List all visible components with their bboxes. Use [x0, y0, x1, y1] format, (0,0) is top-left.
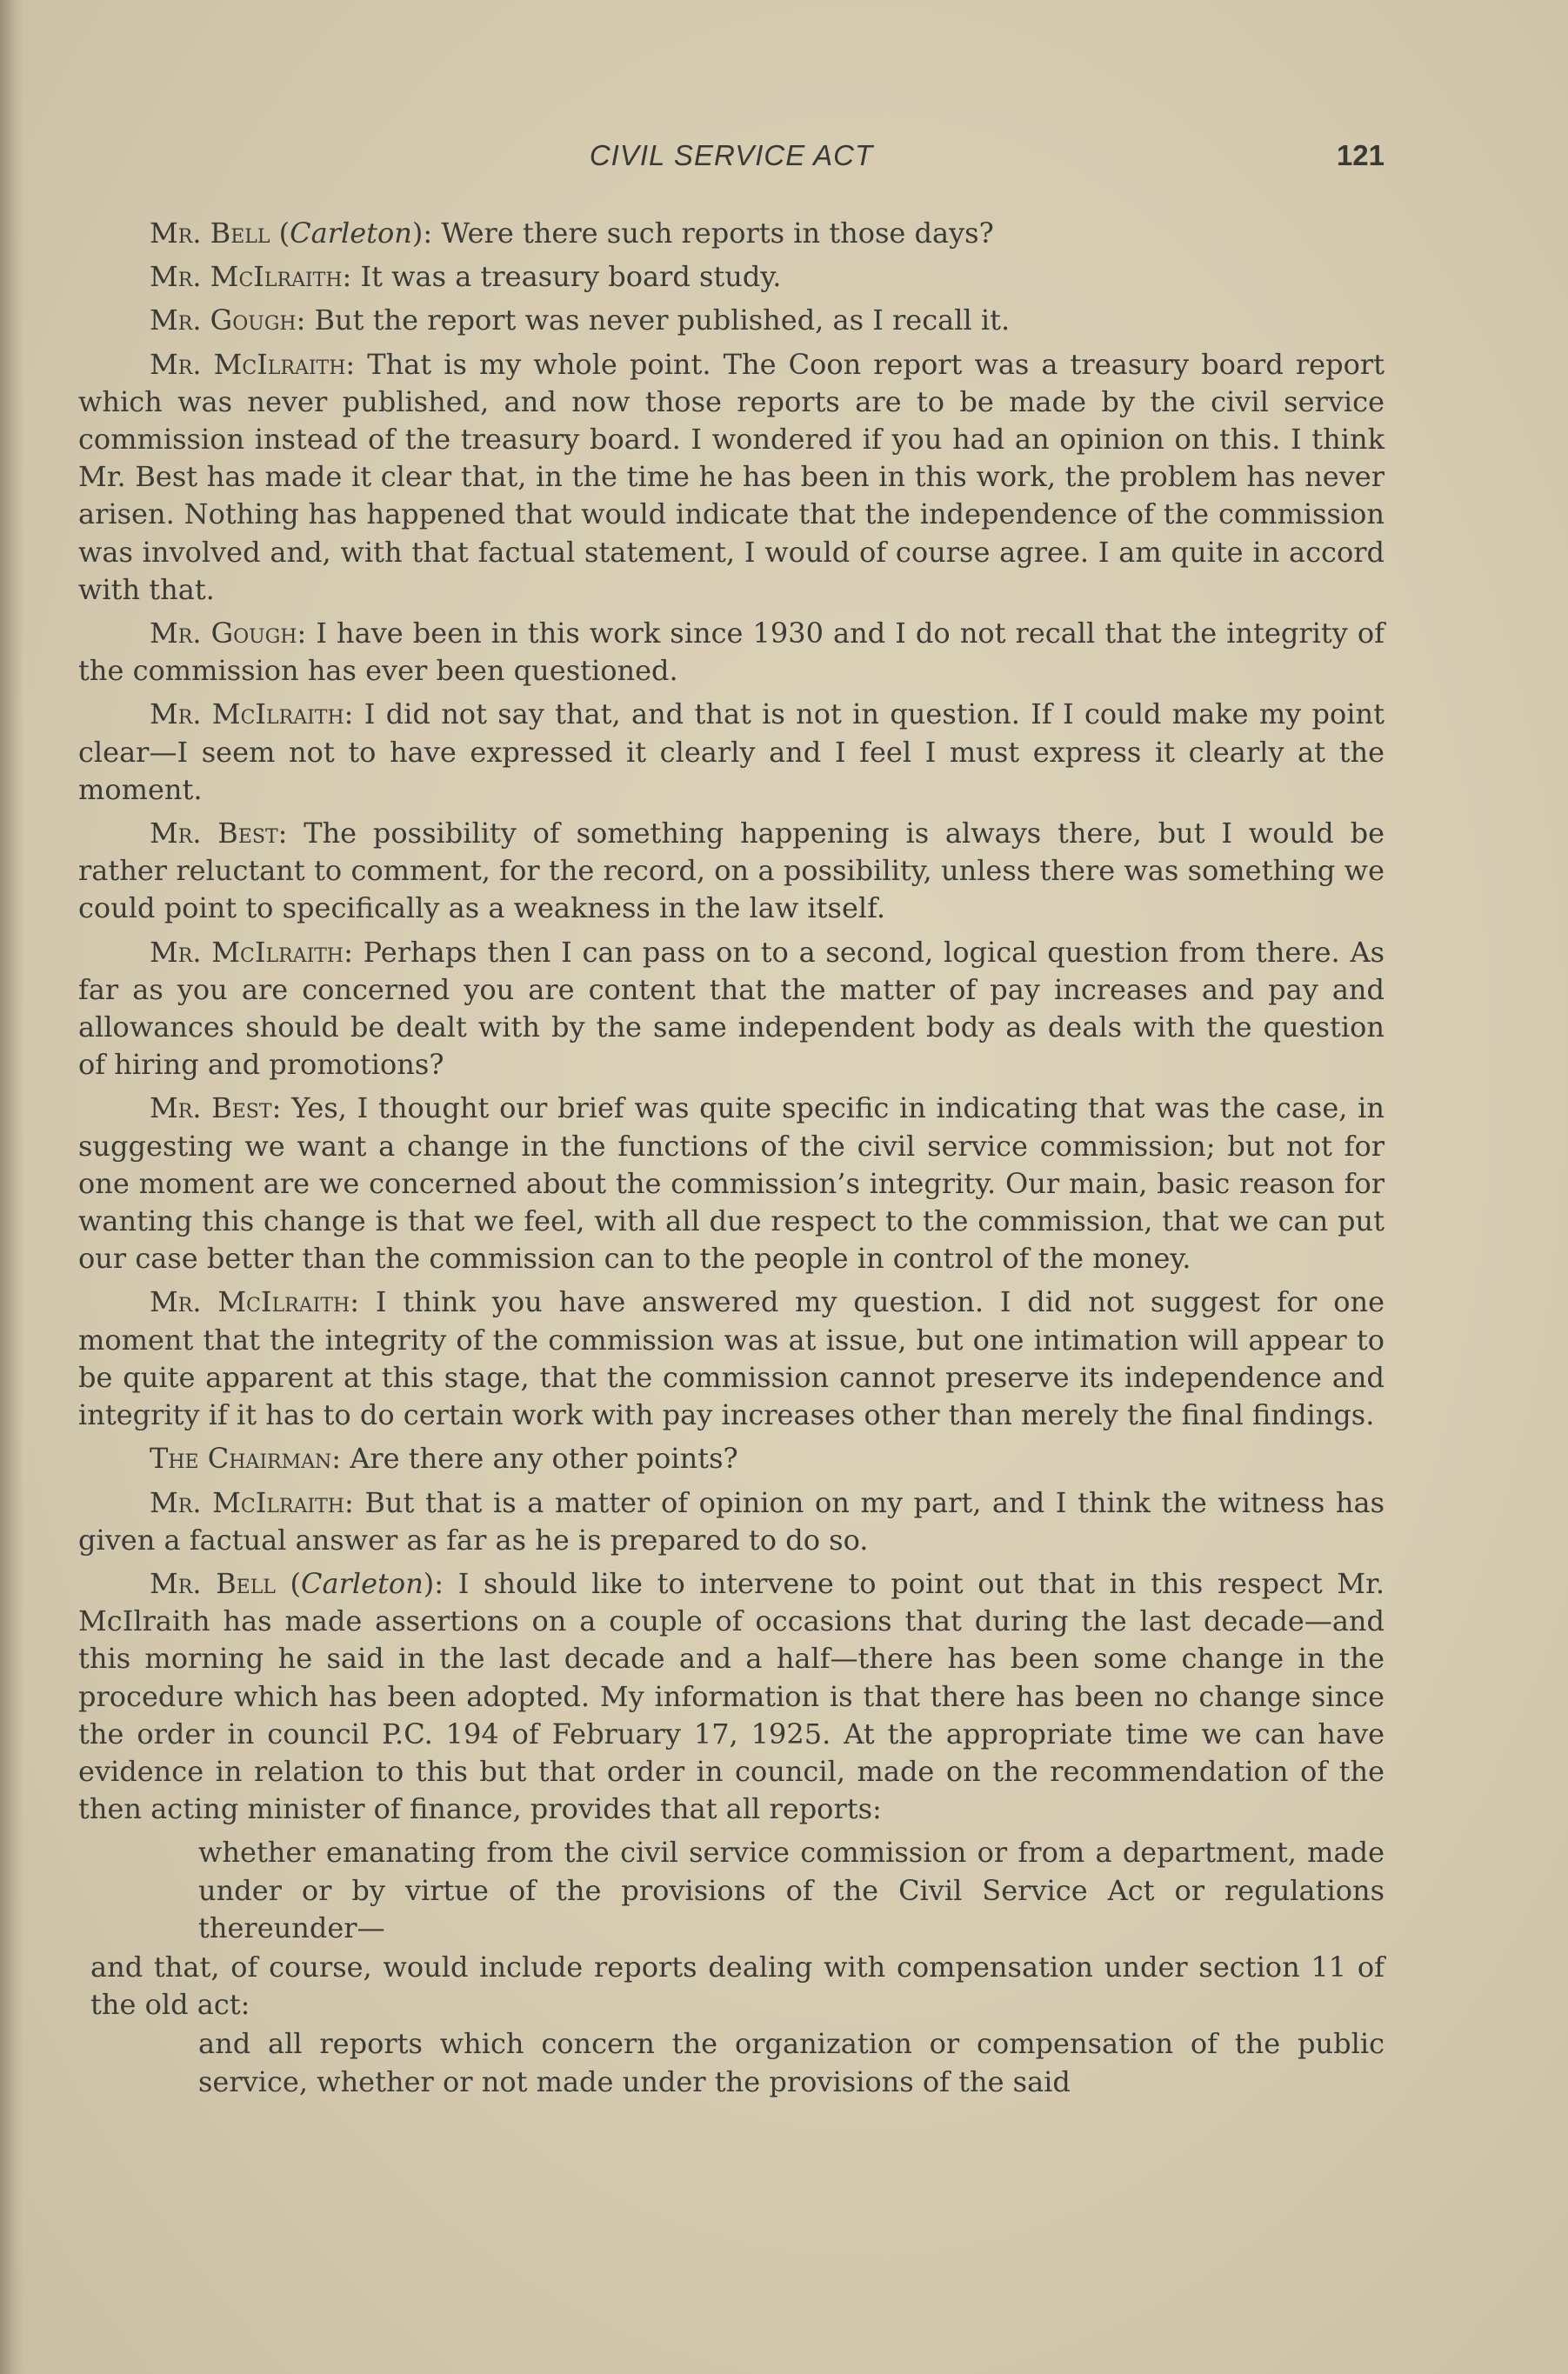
block-quote-2: and all reports which concern the organization or compensation of the public service, whether or not made under the provisions of the said: [198, 2027, 1385, 2098]
speaker: Mr. McIlraith: [150, 935, 344, 969]
speaker: Mr. Gough: [150, 617, 297, 650]
speech-text: Are there any other points?: [350, 1442, 738, 1476]
speaker: Mr. McIlraith: [150, 697, 344, 731]
riding: Carleton: [301, 1566, 424, 1600]
speaker: Mr. Best: [150, 817, 278, 850]
paragraph-11: The Chairman: Are there any other points?: [150, 1442, 738, 1476]
speech-text: I should like to intervene to point out that in this respect Mr. McIlraith has made assertions on a couple of occasions that during the last decade—and this morning he said in the last decade and a half—there has been some change in the procedure which has been adopted. My information is that there has been no change since the order in council P.C. 194 of February 17, 1925. At the appropriate time we can have evidence in relation to this but that order in council, made on the recommendation of the then acting minister of finance, provides that all reports:: [78, 1566, 1385, 1826]
paragraph-4: Mr. McIlraith: That is my whole point. The Coon report was a treasury board report which was never published, and now those reports are to be made by the civil service commission instead of the treasury board. I wondered if you had an opinion on this. I think Mr. Best has made it clear that, in the time he has been in this work, the problem has never arisen. Nothing has happened that would indicate that the independence of the commission was involved and, with that factual statement, I would of course agree. I am quite in accord with that.: [78, 347, 1385, 606]
speaker: Mr. McIlraith: [150, 1485, 344, 1519]
paragraph-8: Mr. McIlraith: Perhaps then I can pass on to a second, logical question from there. As far as you are concerned you are content that the matter of pay increases and pay and allowances should be dealt with by the same independent body as deals with the question of hiring and promotions?: [78, 935, 1385, 1082]
speech-text: I think you have answered my question. I did not suggest for one moment that the integrity of the commission was at issue, but one intimation will appear to be quite apparent at this stage, that the commission cannot preserve its independence and integrity if it has to do certain work with pay increases other than merely the final findings.: [78, 1285, 1385, 1432]
paragraph-3: Mr. Gough: But the report was never published, as I recall it.: [150, 303, 1011, 337]
speaker: Mr. Bell: [150, 217, 270, 250]
running-title: CIVIL SERVICE ACT: [589, 139, 874, 171]
paragraph-10: Mr. McIlraith: I think you have answered my question. I did not suggest for one moment that the integrity of the commission was at issue, but one intimation will appear to be quite apparent at this stage, that the commission cannot preserve its independence and integrity if it has to do certain work with pay increases other than merely the final findings.: [78, 1285, 1385, 1432]
speaker: Mr. Gough: [150, 303, 297, 337]
speaker: Mr. McIlraith: [150, 1285, 350, 1319]
speech-text: But the report was never published, as I recall it.: [314, 303, 1011, 337]
paragraph-9: Mr. Best: Yes, I thought our brief was quite specific in indicating that was the case, in suggesting we want a change in the functions of the civil service commission; but not for one moment are we concerned about the commission’s integrity. Our main, basic reason for wanting this change is that we feel, with all due respect to the commission, that we can put our case better than the commission can to the people in control of the money.: [78, 1091, 1385, 1276]
speech-text: The possibility of something happening is always there, but I would be rather reluctant to comment, for the record, on a possibility, unless there was something we could point to specifically as a weakness in the law itself.: [78, 817, 1385, 925]
speech-text: It was a treasury board study.: [360, 260, 782, 294]
speech-text: I did not say that, and that is not in question. If I could make my point clear—I seem not to have expressed it clearly and I feel I must express it clearly at the moment.: [78, 697, 1385, 806]
riding: Carleton: [290, 217, 412, 250]
page-number: 121: [1336, 139, 1385, 171]
paragraph-7: Mr. Best: The possibility of something happening is always there, but I would be rather reluctant to comment, for the record, on a possibility, unless there was something we could point to specifically as a weakness in the law itself.: [78, 817, 1385, 925]
transcript-body: [78, 215, 1385, 2103]
speech-text: But that is a matter of opinion on my part, and I think the witness has given a factual answer as far as he is prepared to do so.: [78, 1485, 1385, 1557]
speech-text: That is my whole point. The Coon report was a treasury board report which was never published, and now those reports are to be made by the civil service commission instead of the treasury board. I wondered if you had an opinion on this. I think Mr. Best has made it clear that, in the time he has been in this work, the problem has never arisen. Nothing has happened that would indicate that the independence of the commission was involved and, with that factual statement, I would of course agree. I am quite in accord with that.: [78, 347, 1385, 606]
speaker: The Chairman: [150, 1442, 332, 1476]
paragraph-12: Mr. McIlraith: But that is a matter of opinion on my part, and I think the witness has given a factual answer as far as he is prepared to do so.: [78, 1485, 1385, 1557]
paragraph-6: Mr. McIlraith: I did not say that, and that is not in question. If I could make my point clear—I seem not to have expressed it clearly and I feel I must express it clearly at the moment.: [78, 697, 1385, 806]
page-header: [78, 139, 1385, 183]
continuation-text: and that, of course, would include reports dealing with compensation under section 11 of the old act:: [90, 1950, 1385, 2022]
speech-text: Were there such reports in those days?: [441, 217, 994, 250]
block-quote-1: whether emanating from the civil service commission or from a department, made under or by virtue of the provisions of the Civil Service Act or regulations thereunder—: [198, 1836, 1385, 1944]
paragraph-1: Mr. Bell (Carleton): Were there such reports in those days?: [150, 217, 994, 250]
paragraph-2: Mr. McIlraith: It was a treasury board study.: [150, 260, 782, 294]
speaker: Mr. McIlraith: [150, 347, 346, 381]
speaker: Mr. Best: [150, 1091, 272, 1125]
speaker: Mr. Bell: [150, 1566, 276, 1600]
speech-text: Perhaps then I can pass on to a second, logical question from there. As far as you are concerned you are content that the matter of pay increases and pay and allowances should be dealt with by the same independent body as deals with the question of hiring and promotions?: [78, 935, 1385, 1082]
page-binding-edge: [0, 0, 24, 2374]
paragraph-13: Mr. Bell (Carleton): I should like to intervene to point out that in this respect Mr. McIlraith has made assertions on a couple of occasions that during the last decade—and this morning he said in the last decade and a half—there has been some change in the procedure which has been adopted. My information is that there has been no change since the order in council P.C. 194 of February 17, 1925. At the appropriate time we can have evidence in relation to this but that order in council, made on the recommendation of the then acting minister of finance, provides that all reports:: [78, 1566, 1385, 1826]
speaker: Mr. McIlraith: [150, 260, 343, 294]
speech-text: I have been in this work since 1930 and I do not recall that the integrity of the commission has ever been questioned.: [78, 617, 1385, 688]
speech-text: Yes, I thought our brief was quite specific in indicating that was the case, in suggesting we want a change in the functions of the civil service commission; but not for one moment are we concerned about the commission’s integrity. Our main, basic reason for wanting this change is that we feel, with all due respect to the commission, that we can put our case better than the commission can to the people in control of the money.: [78, 1091, 1385, 1276]
paragraph-5: Mr. Gough: I have been in this work since 1930 and I do not recall that the integrity of the commission has ever been questioned.: [78, 617, 1385, 688]
